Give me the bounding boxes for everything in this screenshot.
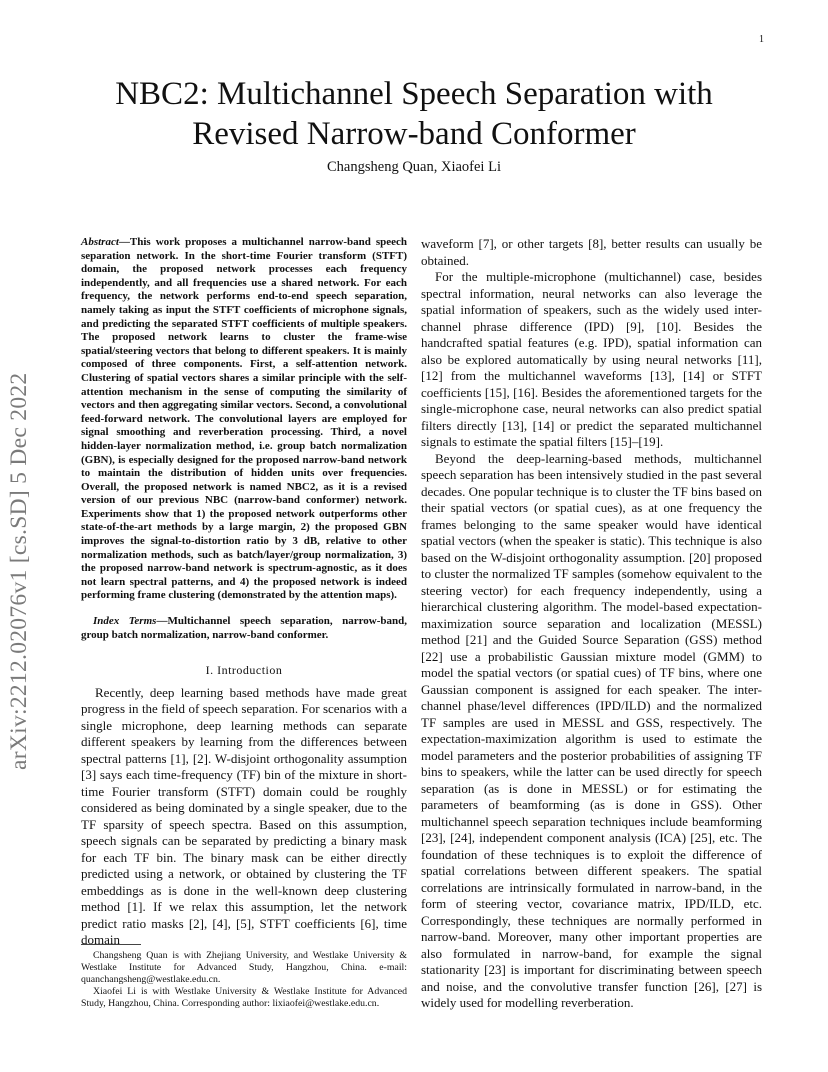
title-line-1: NBC2: Multichannel Speech Separation with [115,76,713,112]
index-terms [81,615,407,642]
intro-paragraph-1-cont: waveform [7], or other targets [8], better results can usually be obtained. [421,236,762,268]
abstract-lead: Abstract [81,236,119,248]
index-terms-text: —Multichannel speech separation, narrow-band, group batch normalization, narrow-band conformer. [81,615,407,641]
intro-paragraph-2: For the multiple-microphone (multichannel) case, besides spectral information, neural networks can also leverage the spatial information of speakers, such as the widely used inter-channel phrase difference (IPD) [9], [10]. Besides the handcrafted spatial features (e.g. IPD), spatial information can also be explored automatically by using neural networks [11], [12] from the multichannel waveforms [13], [14] or STFT coefficients [15], [16]. Besides the aforementioned targets for the single-microphone case, neural networks can also predict spatial filters directly [13], [14] or predict the separated multichannel signals to estimate the spatial filters [15]–[19]. [421,269,762,449]
paper-title [60,74,768,154]
section-heading: I. Introduction [205,663,283,678]
abstract [81,236,407,603]
footnote-rule [81,944,141,945]
page-number: 1 [759,34,764,45]
index-terms-lead: Index Terms [93,615,157,628]
arxiv-stamp: arXiv:2212.02076v1 [cs.SD] 5 Dec 2022 [6,372,32,770]
authors: Changsheng Quan, Xiaofei Li [327,159,501,175]
footnote-2: Xiaofei Li is with Westlake University & Westlake Institute for Advanced Study, Hangzhou, China. Corresponding author: lixiaofei@westlake.edu.cn. [81,986,407,1009]
intro-paragraph-1: Recently, deep learning based methods have made great progress in the field of speech separation. For scenarios with a single microphone, deep learning methods can separate different speakers by learning from the differences between spectral patterns [1], [2]. W-disjoint orthogonality assumption [3] says each time-frequency (TF) bin of the mixture in short-time Fourier transform (STFT) domain could be roughly considered as being dominated by a single speaker, due to the TF sparsity of speech spectra. Based on this assumption, speech signals can be separated by predicting a binary mask for each TF bin. The binary mask can be either directly predicted using a network, or obtained by clustering the TF embeddings as is done in the well-known deep clustering method [1]. If we relax this assumption, let the network predict ratio masks [2], [4], [5], STFT coefficients [6], time domain [81,684,407,948]
right-column [421,236,762,1012]
footnote-1: Changsheng Quan is with Zhejiang University, and Westlake University & Westlake Institute for Advanced Study, Hangzhou, China. e-mail: quanchangsheng@westlake.edu.cn. [81,950,407,985]
left-column [81,236,407,949]
title-line-2: Revised Narrow-band Conformer [192,116,636,152]
intro-paragraph-3: Beyond the deep-learning-based methods, multichannel speech separation has been intensively studied in the past several decades. One popular technique is to cluster the TF bins based on their spatial vectors (or spatial cues), as at one frequency the frames belonging to the same speaker would have identical spatial vectors (when the speaker is static). This technique is also based on the W-disjoint orthogonality assumption. [20] proposed to cluster the normalized TF samples (somehow equivalent to the steering vector) for each frequency independently, using a hierarchical clustering algorithm. The model-based expectation-maximization source separation and localization (MESSL) method [21] and the Guided Source Separation (GSS) method [22] use a probabilistic Gaussian mixture model (GMM) to model the spatial vectors (or spatial cues) of TF bins, where one Gaussian component is assigned for each speaker. The inter-channel phase/level differences (IPD/ILD) and the normalized TF samples are used in MESSL and GSS, respectively. The expectation-maximization algorithm is used to estimate the model parameters and the posterior probabilities of assigning TF bins to speakers, while the latter can be used directly for speech separation (as is done in MESSL) or for estimating the parameters of beamforming (as is done in GSS). Other multichannel speech separation techniques include beamforming [23], [24], independent component analysis (ICA) [25], etc. The foundation of these techniques is to exploit the difference of spatial correlations between different speakers. The spatial correlations are intrinsically formulated in narrow-band, in the form of steering vector, covariance matrix, IPD/ILD, etc. Correspondingly, these techniques are normally performed in narrow-band. Moreover, many other important properties are also formulated in narrow-band, for example the signal stationarity [23] is important for discriminating between speech and noise, and the convolutive transfer function [26], [27] is widely used for modelling reverberation. [421,450,762,1010]
footnotes [81,950,407,1010]
abstract-text: —This work proposes a multichannel narrow-band speech separation network. In the short-time Fourier transform (STFT) domain, the proposed network processes each frequency independently, and all frequencies use a shared network. For each frequency, the network performs end-to-end speech separation, namely taking as input the STFT coefficients of microphone signals, and predicting the separated STFT coefficients of multiple speakers. The proposed network learns to cluster the frame-wise spatial/steering vectors that belong to different speakers. It is mainly composed of three components. First, a self-attention network. Clustering of spatial vectors shares a similar principle with the self-attention mechanism in the sense of computing the similarity of vectors and then aggregating similar vectors. Second, a convolutional feed-forward network. The convolutional layers are employed for signal smoothing and reverberation processing. Third, a novel hidden-layer normalization method, i.e. group batch normalization (GBN), is especially designed for the proposed narrow-band network to maintain the distribution of hidden units over frequencies. Overall, the proposed network is named NBC2, as it is a revised version of our previous NBC (narrow-band conformer) network. Experiments show that 1) the proposed network outperforms other state-of-the-art methods by a large margin, 2) the proposed GBN improves the signal-to-distortion ratio by 3 dB, relative to other normalization methods, such as batch/layer/group normalization, 3) the proposed narrow-band network is spectrum-agnostic, as it does not learn spectral patterns, and 4) the proposed network is indeed performing frame clustering (demonstrated by the attention maps). [81,236,407,602]
